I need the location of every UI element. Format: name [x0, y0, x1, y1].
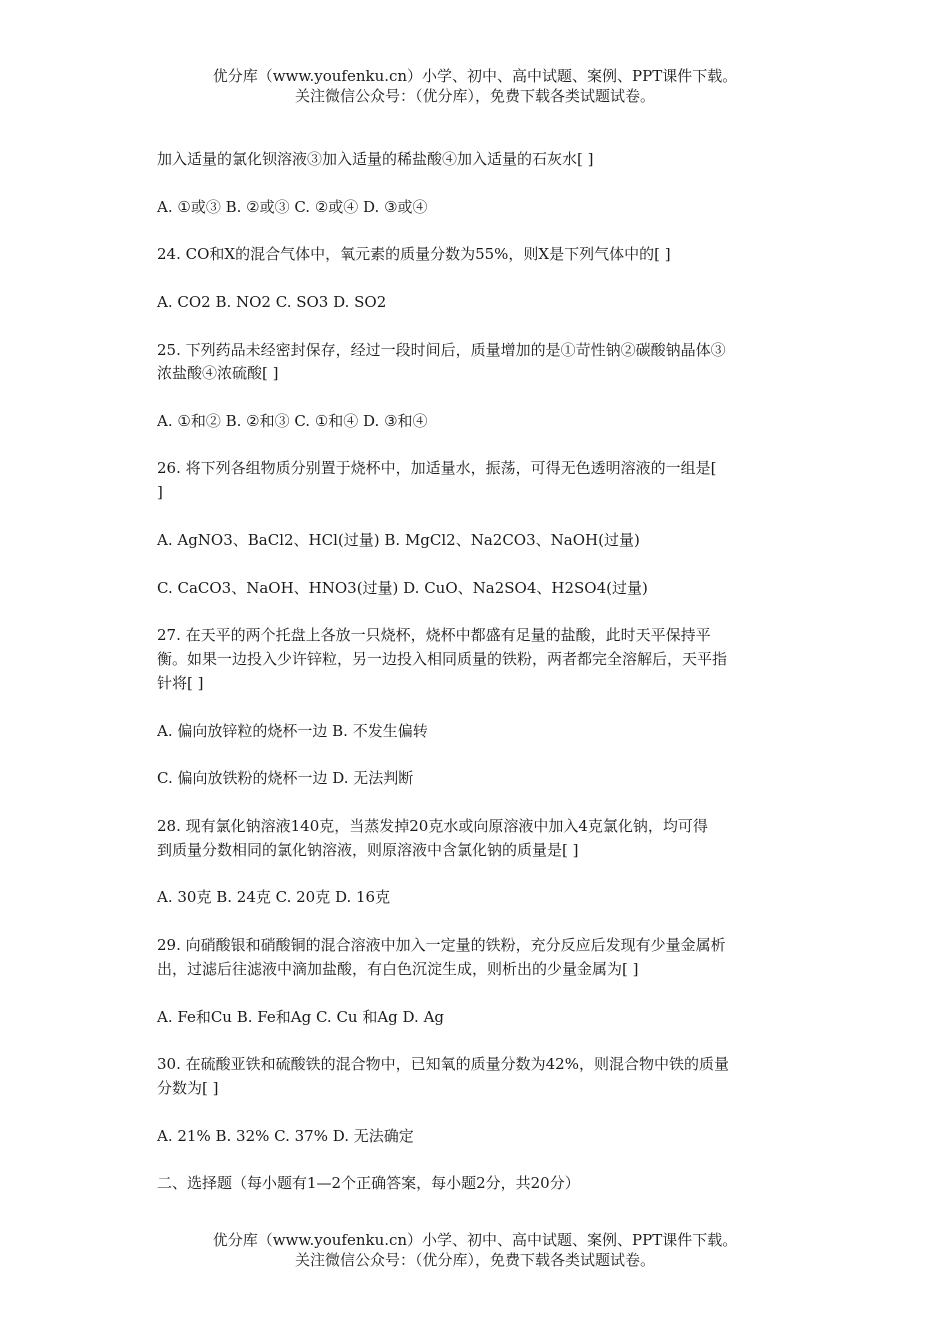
text-line: 加入适量的氯化钡溶液③加入适量的稀盐酸④加入适量的石灰水[ ] — [157, 150, 594, 168]
text-line: 浓盐酸④浓硫酸[ ] — [157, 364, 279, 382]
answer-options: A. 偏向放锌粒的烧杯一边 B. 不发生偏转 — [157, 722, 428, 740]
question-28: 28. 现有氯化钠溶液140克，当蒸发掉20克水或向原溶液中加入4克氯化钠，均可得 — [157, 817, 708, 835]
text-line: 衡。如果一边投入少许锌粒，另一边投入相同质量的铁粉，两者都完全溶解后，天平指 — [157, 650, 728, 668]
answer-options: A. ①和② B. ②和③ C. ①和④ D. ③和④ — [157, 412, 428, 430]
text-line: 分数为[ ] — [157, 1079, 219, 1097]
answer-options: C. CaCO3、NaOH、HNO3(过量) D. CuO、Na2SO4、H2SO4(过量) — [157, 579, 648, 597]
question-26: 26. 将下列各组物质分别置于烧杯中，加适量水，振荡，可得无色透明溶液的一组是[ — [157, 459, 717, 477]
page-header — [0, 66, 950, 106]
answer-options: A. ①或③ B. ②或③ C. ②或④ D. ③或④ — [157, 198, 428, 216]
text-line: 到质量分数相同的氯化钠溶液，则原溶液中含氯化钠的质量是[ ] — [157, 841, 579, 859]
answer-options: A. 21% B. 32% C. 37% D. 无法确定 — [157, 1127, 414, 1145]
question-25: 25. 下列药品未经密封保存，经过一段时间后，质量增加的是①苛性钠②碳酸钠晶体③ — [157, 341, 726, 359]
text-line: 针将[ ] — [157, 674, 204, 692]
question-24: 24. CO和X的混合气体中，氧元素的质量分数为55%，则X是下列气体中的[ ] — [157, 245, 671, 263]
question-29: 29. 向硝酸银和硝酸铜的混合溶液中加入一定量的铁粉，充分反应后发现有少量金属析 — [157, 936, 726, 954]
header-line-2: 关注微信公众号：（优分库），免费下载各类试题试卷。 — [294, 87, 655, 105]
footer-line-1: 优分库（www.youfenku.cn）小学、初中、高中试题、案例、PPT课件下载。 — [212, 1231, 738, 1249]
answer-options: C. 偏向放铁粉的烧杯一边 D. 无法判断 — [157, 769, 414, 787]
text-line: 出，过滤后往滤液中滴加盐酸，有白色沉淀生成，则析出的少量金属为[ ] — [157, 960, 639, 978]
answer-options: A. CO2 B. NO2 C. SO3 D. SO2 — [157, 293, 387, 311]
answer-options: A. 30克 B. 24克 C. 20克 D. 16克 — [157, 888, 391, 906]
page-footer — [0, 1230, 950, 1270]
question-27: 27. 在天平的两个托盘上各放一只烧杯，烧杯中都盛有足量的盐酸，此时天平保持平 — [157, 626, 711, 644]
answer-options: A. Fe和Cu B. Fe和Ag C. Cu 和Ag D. Ag — [157, 1008, 445, 1026]
section-heading: 二、选择题（每小题有1—2个正确答案，每小题2分，共20分） — [157, 1174, 580, 1192]
header-line-1: 优分库（www.youfenku.cn）小学、初中、高中试题、案例、PPT课件下载。 — [212, 67, 738, 85]
answer-options: A. AgNO3、BaCl2、HCl(过量) B. MgCl2、Na2CO3、NaOH(过量) — [157, 531, 640, 549]
question-30: 30. 在硫酸亚铁和硫酸铁的混合物中，已知氧的质量分数为42%，则混合物中铁的质量 — [157, 1055, 729, 1073]
footer-line-2: 关注微信公众号：（优分库），免费下载各类试题试卷。 — [294, 1251, 655, 1269]
text-line: ] — [157, 483, 163, 501]
